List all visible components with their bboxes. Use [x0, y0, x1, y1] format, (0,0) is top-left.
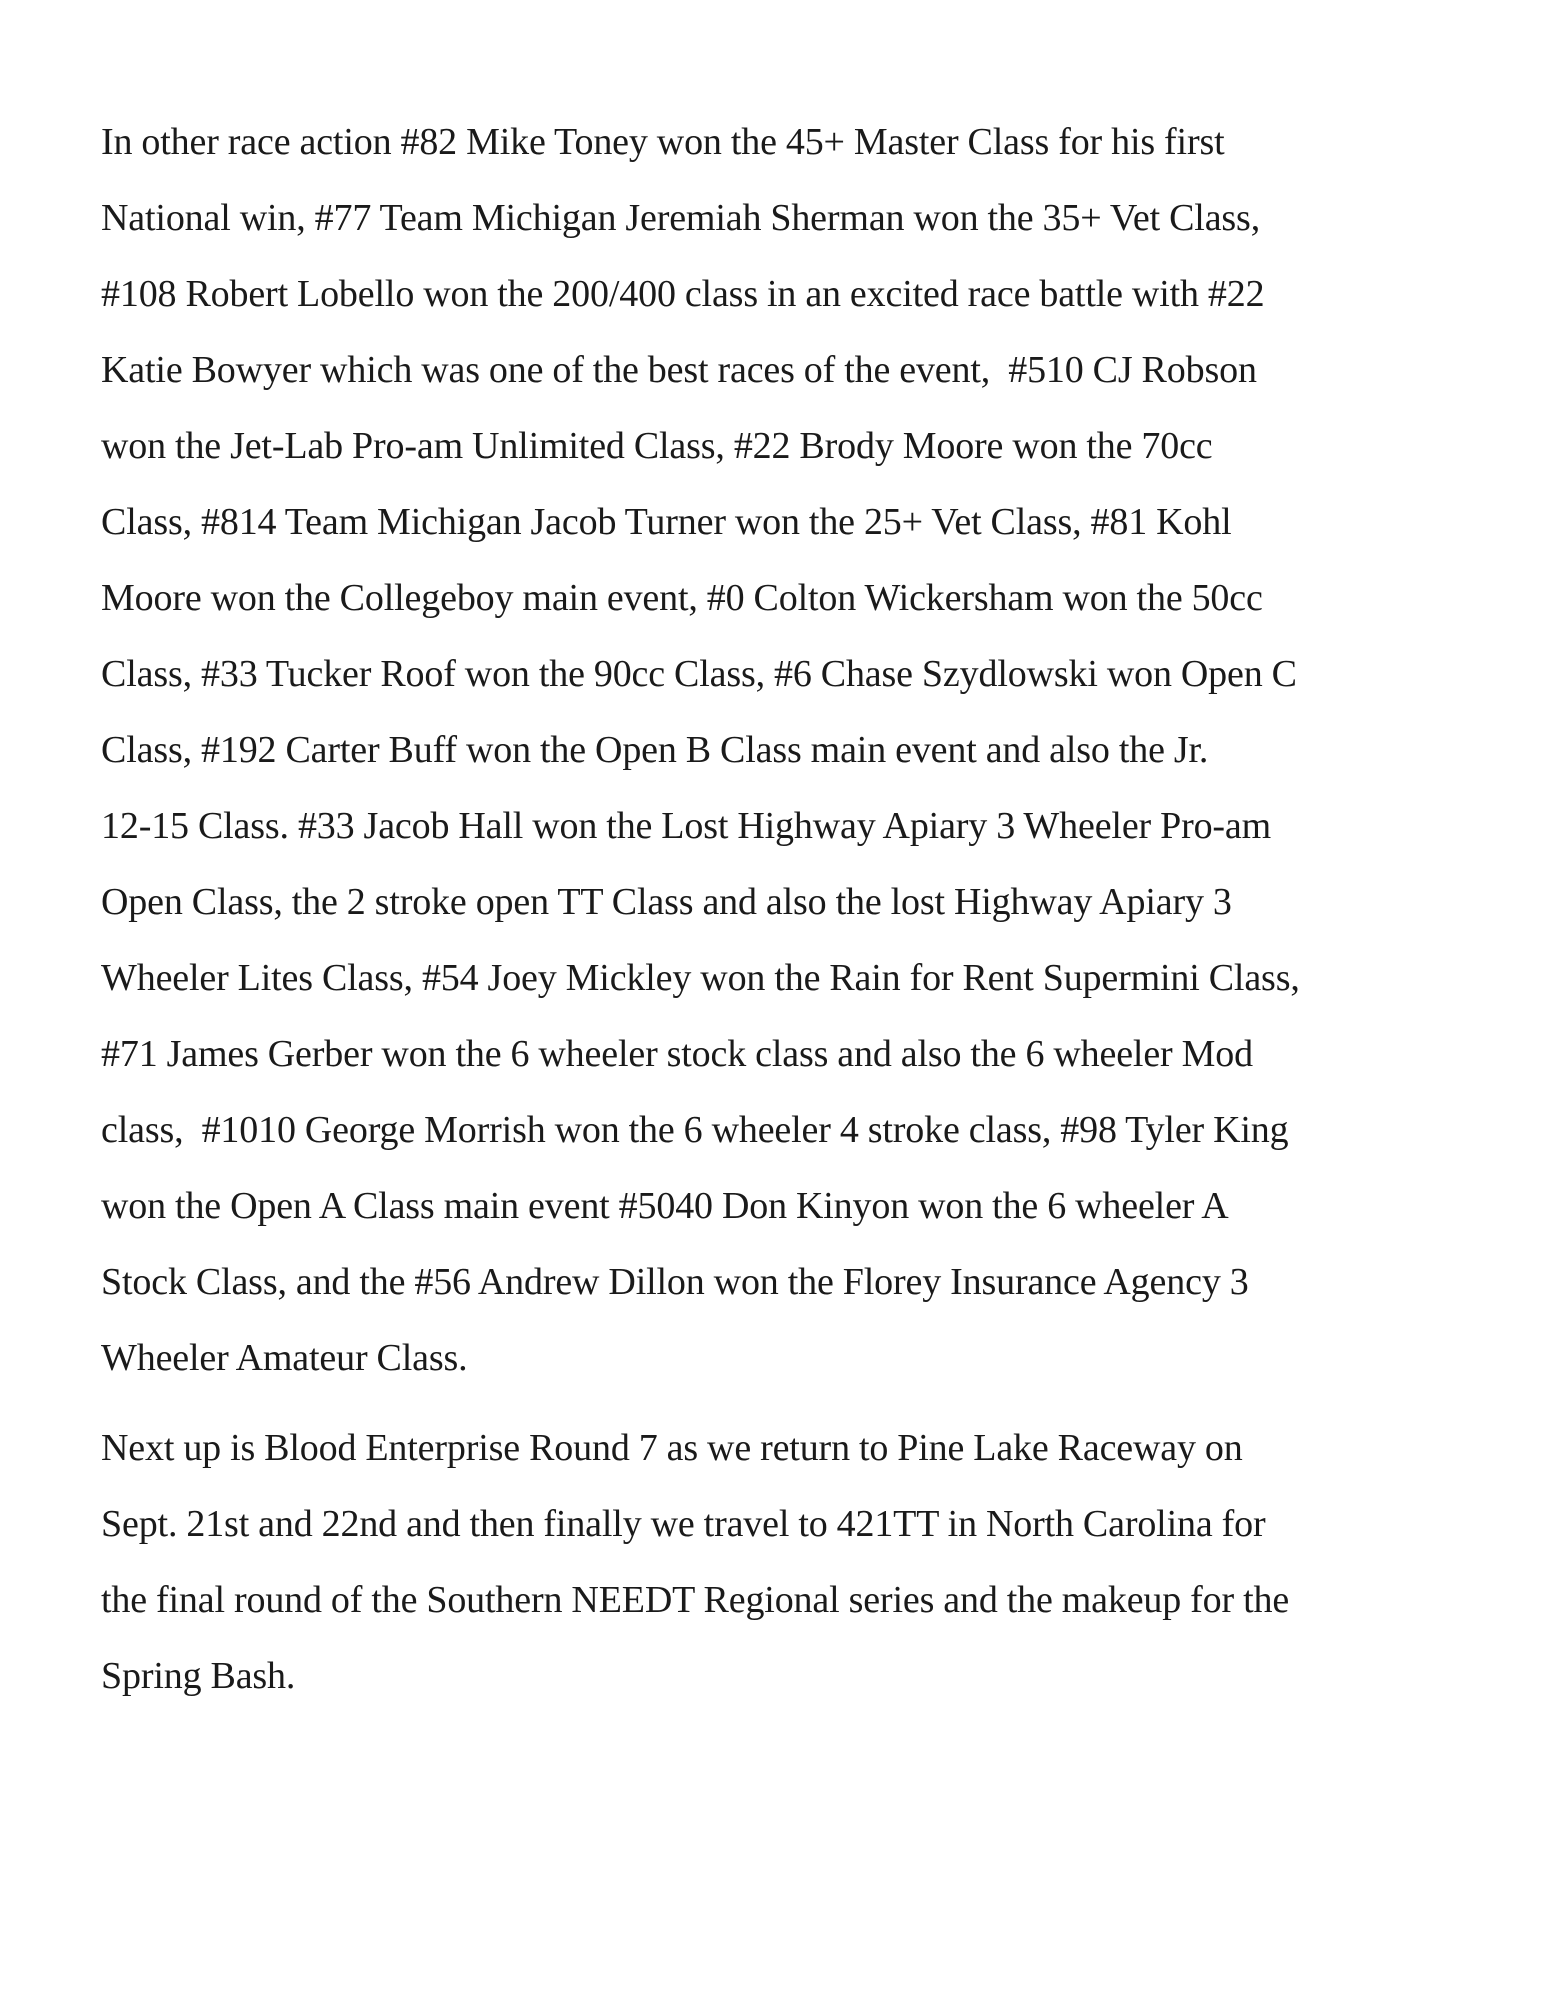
text-line: Class, #814 Team Michigan Jacob Turner won the 25+ Vet Class, #81 Kohl: [101, 501, 1232, 543]
text-line: won the Jet-Lab Pro-am Unlimited Class, #22 Brody Moore won the 70cc: [101, 425, 1213, 467]
text-line: Stock Class, and the #56 Andrew Dillon won the Florey Insurance Agency 3: [101, 1261, 1249, 1303]
text-line: Class, #192 Carter Buff won the Open B Class main event and also the Jr.: [101, 729, 1209, 771]
text-line: Sept. 21st and 22nd and then finally we travel to 421TT in North Carolina for: [101, 1503, 1266, 1545]
text-line: #71 James Gerber won the 6 wheeler stock class and also the 6 wheeler Mod: [101, 1033, 1253, 1075]
text-line: Next up is Blood Enterprise Round 7 as we return to Pine Lake Raceway on: [101, 1427, 1243, 1469]
text-line: won the Open A Class main event #5040 Don Kinyon won the 6 wheeler A: [101, 1185, 1229, 1227]
paragraph-spacer: [101, 1396, 1481, 1410]
paragraph-next-event: [101, 1410, 1481, 1714]
text-line: Open Class, the 2 stroke open TT Class and also the lost Highway Apiary 3: [101, 881, 1232, 923]
text-line: 12-15 Class. #33 Jacob Hall won the Lost Highway Apiary 3 Wheeler Pro-am: [101, 805, 1272, 847]
text-line: the final round of the Southern NEEDT Regional series and the makeup for the: [101, 1579, 1290, 1621]
text-line: National win, #77 Team Michigan Jeremiah Sherman won the 35+ Vet Class,: [101, 197, 1261, 239]
text-line: Katie Bowyer which was one of the best races of the event, #510 CJ Robson: [101, 349, 1257, 391]
paragraph-race-results: [101, 104, 1481, 1396]
text-line: Spring Bash.: [101, 1655, 296, 1697]
document-body: [101, 104, 1481, 1714]
text-line: Wheeler Lites Class, #54 Joey Mickley won the Rain for Rent Supermini Class,: [101, 957, 1300, 999]
text-line: #108 Robert Lobello won the 200/400 class in an excited race battle with #22: [101, 273, 1265, 315]
text-line: Class, #33 Tucker Roof won the 90cc Class, #6 Chase Szydlowski won Open C: [101, 653, 1297, 695]
text-line: class, #1010 George Morrish won the 6 wheeler 4 stroke class, #98 Tyler King: [101, 1109, 1289, 1151]
text-line: In other race action #82 Mike Toney won the 45+ Master Class for his first: [101, 121, 1225, 163]
text-line: Moore won the Collegeboy main event, #0 Colton Wickersham won the 50cc: [101, 577, 1263, 619]
text-line: Wheeler Amateur Class.: [101, 1337, 468, 1379]
